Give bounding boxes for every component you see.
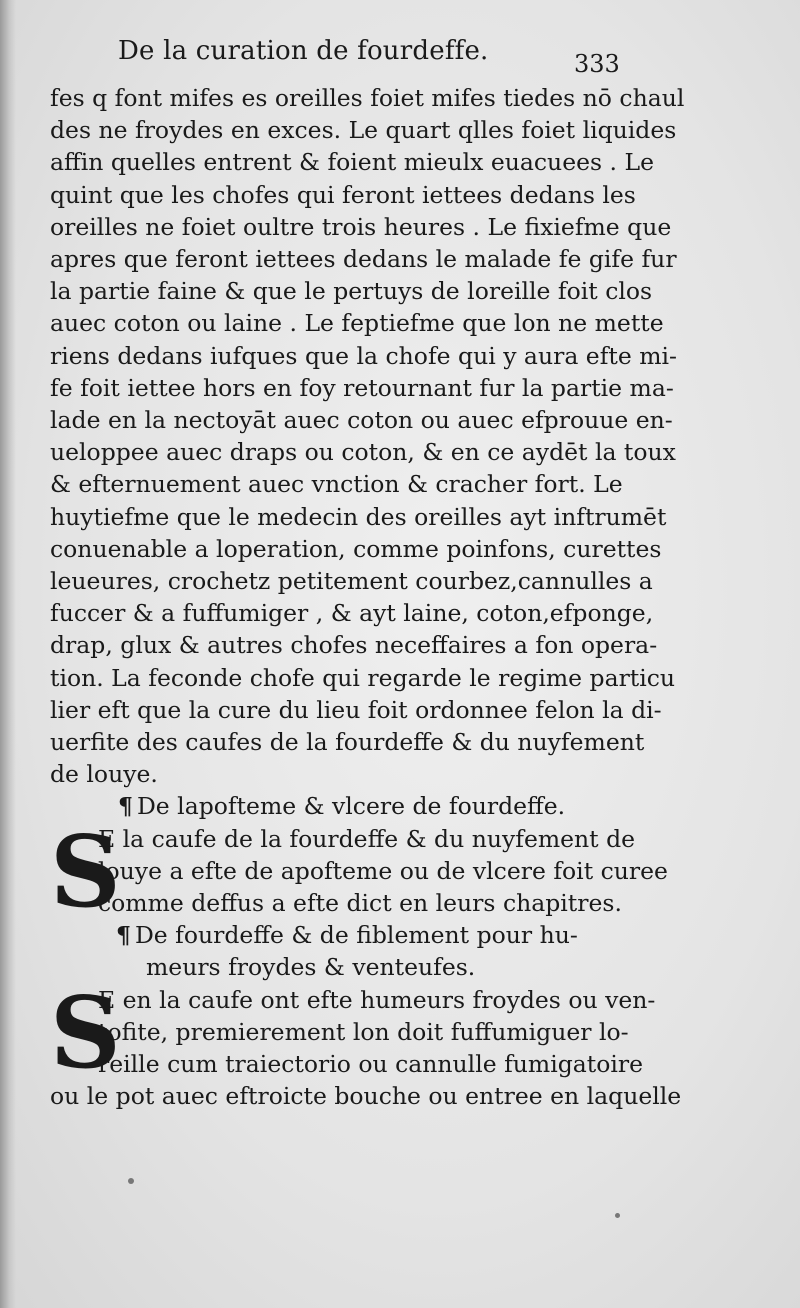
text-line: fuccer & a fuffumiger , & ayt laine, coton,efponge, [50,599,654,628]
section-heading-text: De fourdeffe & de fiblement pour hu- [134,921,578,950]
text-line: conuenable a loperation, comme poinfons, curettes [50,534,662,563]
text-line: quint que les chofes qui feront iettees dedans les [50,180,636,209]
section-heading-humeurs-cont: meurs froydes & venteufes. [146,953,476,982]
page-number: 333 [574,50,620,78]
text-line: drap, glux & autres chofes neceffaires a fon opera- [50,631,658,660]
text-line: la partie faine & que le pertuys de loreille foit clos [50,277,653,306]
paragraph-aposteme [50,814,680,930]
paragraph-humeurs [50,975,682,1113]
text-line: des ne froydes en exces. Le quart qlles foiet liquides [50,116,677,145]
text-line: apres que feront iettees dedans le malade fe gife fur [50,245,677,274]
text-line: tofite, premierement lon doit fuffumiguer lo- [98,1017,629,1046]
text-line: E en la caufe ont efte humeurs froydes ou ven- [98,985,656,1014]
text-line: comme deffus a efte dict en leurs chapitres. [98,889,622,918]
text-line: uerfite des caufes de la fourdeffe & du nuyfement [50,728,645,757]
text-line: leueures, crochetz petitement courbez,cannulles a [50,567,653,596]
section-heading-text: De lapofteme & vlcere de fourdeffe. [136,792,566,821]
text-block [50,82,685,1113]
text-line: reille cum traiectorio ou cannulle fumigatoire [98,1050,644,1079]
paper-speck [615,1213,620,1218]
pilcrow-mark: ¶ [118,792,133,821]
text-line: E la caufe de la fourdeffe & du nuyfement de [98,824,636,853]
text-line: fes q font mifes es oreilles foiet mifes tiedes nō chaul [50,84,685,112]
text-line: auec coton ou laine . Le feptiefme que lon ne mette [50,309,664,338]
page-gutter-shadow [0,0,16,1308]
section-heading-aposteme [50,790,680,822]
text-line: lade en la nectoyāt auec coton ou auec efprouue en- [50,406,673,435]
text-line: oreilles ne foiet oultre trois heures . Le fixiefme que [50,212,672,241]
drop-cap: S [50,814,121,930]
drop-cap: S [50,975,121,1091]
text-line: & efternuement auec vnction & cracher fort. Le [50,470,623,499]
text-line: lier eft que la cure du lieu foit ordonnee felon la di- [50,695,662,724]
running-head: De la curation de fourdeffe. [118,36,489,66]
text-line: de louye. [50,760,158,789]
text-line: ueloppee auec draps ou coton, & en ce aydēt la toux [50,438,676,467]
text-line: affin quelles entrent & foient mieulx euacuees . Le [50,148,654,177]
section-heading-humeurs [50,919,680,951]
text-line: louye a efte de apofteme ou de vlcere foit curee [98,856,668,885]
text-line: riens dedans iufques que la chofe qui y aura efte mi- [50,341,677,370]
pilcrow-mark: ¶ [116,921,131,950]
paper-speck [128,1178,134,1184]
text-line: tion. La feconde chofe qui regarde le regime particu [50,663,676,692]
text-line: fe foit iettee hors en foy retournant fur la partie ma- [50,373,674,402]
text-line: huytiefme que le medecin des oreilles ayt inftrumēt [50,502,667,531]
text-line: ou le pot auec eftroicte bouche ou entree en laquelle [50,1082,682,1111]
